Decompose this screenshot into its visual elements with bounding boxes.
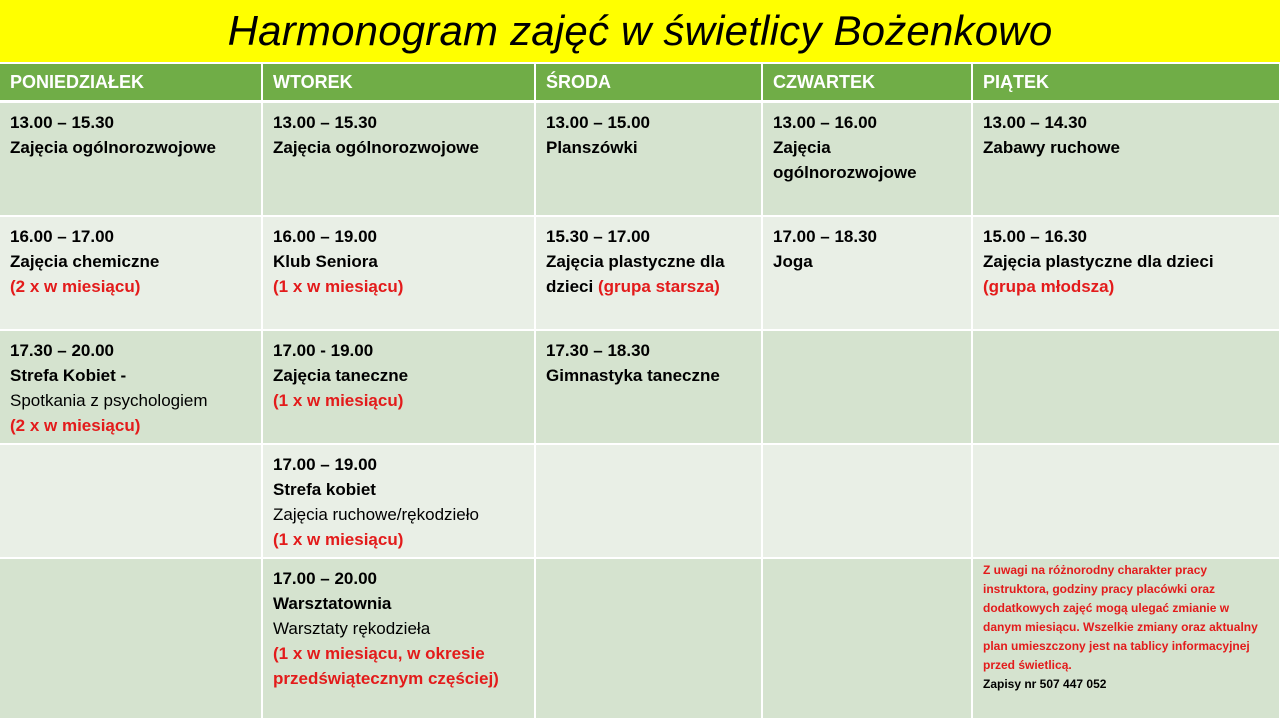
activity-name: Klub Seniora [273,252,378,271]
schedule-cell [535,330,762,444]
group-note: (grupa starsza) [597,277,720,296]
activity-name-with-note [546,252,725,296]
schedule-cell [535,216,762,330]
schedule-cell-empty [972,330,1280,444]
activity-name: Joga [773,252,813,271]
day-header-monday: PONIEDZIAŁEK [0,64,262,102]
header-row [0,64,1280,102]
activity-name: Strefa Kobiet - [10,366,127,385]
activity-time: 17.00 - 19.00 [273,341,374,360]
schedule-cell [972,216,1280,330]
activity-name: Zajęcia taneczne [273,366,409,385]
schedule-cell [762,216,972,330]
schedule-cell-empty [535,558,762,719]
activity-name: Planszówki [546,138,638,157]
schedule-cell [0,216,262,330]
activity-time: 17.00 – 20.00 [273,569,377,588]
day-header-tuesday: WTOREK [262,64,535,102]
activity-time: 13.00 – 14.30 [983,113,1087,132]
activity-time: 17.00 – 19.00 [273,455,377,474]
schedule-cell [535,102,762,217]
activity-name: Zajęcia ogólnorozwojowe [10,138,216,157]
activity-name: Strefa kobiet [273,480,376,499]
activity-description: Spotkania z psychologiem [10,391,208,410]
frequency-note: (1 x w miesiącu) [273,391,404,410]
table-row [0,102,1280,217]
activity-name: Warsztatownia [273,594,392,613]
schedule-cell [262,330,535,444]
activity-description: Zajęcia ruchowe/rękodzieło [273,505,479,524]
activity-name: Gimnastyka taneczne [546,366,720,385]
schedule-cell-empty [0,444,262,558]
activity-time: 13.00 – 15.00 [546,113,650,132]
schedule-change-notice: Z uwagi na różnorodny charakter pracy instruktora, godziny pracy placówki oraz dodatkowych zajęć mogą ulegać zmianie w danym miesiącu. Wszelkie zmiany oraz aktualny plan umieszczony jest na tablicy informacyjnej przed świetlicą. [983,563,1258,672]
schedule-cell [262,558,535,719]
activity-name: Zajęcia ogólnorozwojowe [273,138,479,157]
schedule-cell-empty [0,558,262,719]
schedule-cell-empty [762,444,972,558]
notice-cell [972,558,1280,719]
day-header-thursday: CZWARTEK [762,64,972,102]
signup-phone: Zapisy nr 507 447 052 [983,677,1107,691]
activity-time: 13.00 – 16.00 [773,113,877,132]
page-title: Harmonogram zajęć w świetlicy Bożenkowo [227,7,1053,54]
activity-time: 16.00 – 17.00 [10,227,114,246]
frequency-note: (1 x w miesiącu) [273,277,404,296]
frequency-note: (1 x w miesiącu, w okresie przedświątecznym częściej) [273,644,499,688]
activity-time: 16.00 – 19.00 [273,227,377,246]
group-note: (grupa młodsza) [983,277,1115,296]
schedule-cell [762,102,972,217]
schedule-cell-empty [972,444,1280,558]
schedule-cell-empty [762,330,972,444]
frequency-note: (2 x w miesiącu) [10,277,141,296]
activity-time: 17.00 – 18.30 [773,227,877,246]
day-header-wednesday: ŚRODA [535,64,762,102]
schedule-cell [0,102,262,217]
activity-time: 15.00 – 16.30 [983,227,1087,246]
activity-description: Warsztaty rękodzieła [273,619,431,638]
activity-time: 13.00 – 15.30 [273,113,377,132]
activity-name: Zajęcia ogólnorozwojowe [773,138,917,182]
frequency-note: (1 x w miesiącu) [273,530,404,549]
activity-name: Zajęcia plastyczne dla dzieci [983,252,1214,271]
activity-name: Zabawy ruchowe [983,138,1120,157]
schedule-cell [262,444,535,558]
title-banner [0,0,1280,62]
schedule-cell [972,102,1280,217]
activity-time: 15.30 – 17.00 [546,227,650,246]
schedule-cell-empty [535,444,762,558]
schedule-table [0,64,1280,720]
schedule-cell [262,102,535,217]
schedule-cell-empty [762,558,972,719]
table-row [0,216,1280,330]
table-row [0,558,1280,719]
schedule-cell [0,330,262,444]
table-row [0,330,1280,444]
activity-time: 13.00 – 15.30 [10,113,114,132]
frequency-note: (2 x w miesiącu) [10,416,141,435]
activity-time: 17.30 – 18.30 [546,341,650,360]
day-header-friday: PIĄTEK [972,64,1280,102]
schedule-cell [262,216,535,330]
activity-time: 17.30 – 20.00 [10,341,114,360]
activity-name: Zajęcia chemiczne [10,252,160,271]
activity-name: Zajęcia plastyczne dla dzieci [546,252,725,296]
table-row [0,444,1280,558]
